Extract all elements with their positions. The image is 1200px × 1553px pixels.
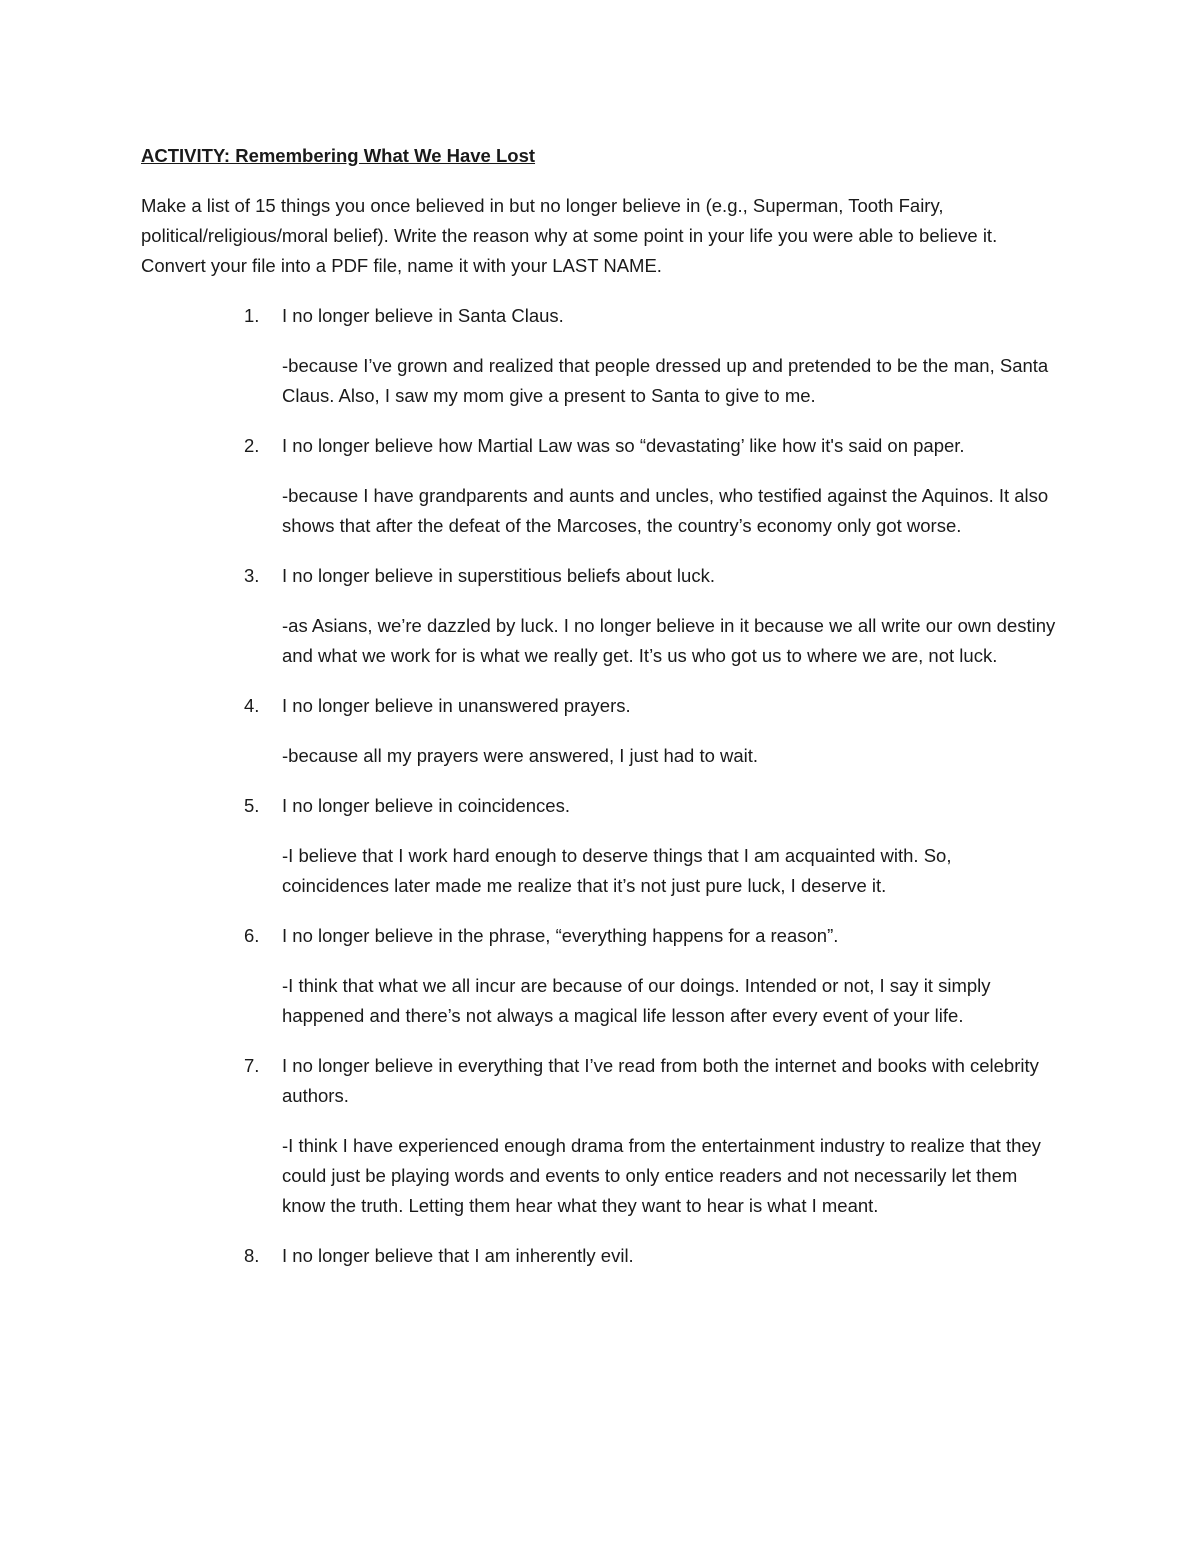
list-item-statement: I no longer believe that I am inherently evil. xyxy=(282,1245,634,1266)
list-item xyxy=(141,561,1061,671)
list-item-number: 5. xyxy=(244,795,260,816)
list-item-number: 6. xyxy=(244,925,260,946)
list-item-statement: I no longer believe in everything that I’ve read from both the internet and books with celebrity authors. xyxy=(282,1055,1039,1106)
list-item-statement: I no longer believe in unanswered prayers. xyxy=(282,695,631,716)
list-item-number: 7. xyxy=(244,1055,260,1076)
list-item-statement: I no longer believe in the phrase, “everything happens for a reason”. xyxy=(282,925,839,946)
list-item-reason: -as Asians, we’re dazzled by luck. I no longer believe in it because we all write our own destiny and what we work for is what we really get. It’s us who got us to where we are, not luck. xyxy=(282,615,1056,666)
list-item-number: 8. xyxy=(244,1245,260,1266)
instructions-paragraph: Make a list of 15 things you once believed in but no longer believe in (e.g., Superman, Tooth Fairy, political/religious/moral belief). Write the reason why at some point in your life you were able to believe it. Convert your file into a PDF file, name it with your LAST NAME. xyxy=(141,195,998,276)
list-item-reason: -I believe that I work hard enough to deserve things that I am acquainted with. So, coincidences later made me realize that it’s not just pure luck, I deserve it. xyxy=(282,845,952,896)
list-item-statement: I no longer believe in coincidences. xyxy=(282,795,570,816)
list-item-reason: -because I’ve grown and realized that people dressed up and pretended to be the man, Santa Claus. Also, I saw my mom give a present to Santa to give to me. xyxy=(282,355,1049,406)
list-item-number: 1. xyxy=(244,305,260,326)
list-item-number: 3. xyxy=(244,565,260,586)
list-item-reason: -I think that what we all incur are because of our doings. Intended or not, I say it simply happened and there’s not always a magical life lesson after every event of your life. xyxy=(282,975,991,1026)
list-item xyxy=(141,691,1061,771)
list-item xyxy=(141,921,1061,1031)
list-item-statement: I no longer believe how Martial Law was so “devastating’ like how it's said on paper. xyxy=(282,435,965,456)
list-item-reason: -I think I have experienced enough drama from the entertainment industry to realize that they could just be playing words and events to only entice readers and not necessarily let them know the truth. Letting them hear what they want to hear is what I meant. xyxy=(282,1135,1041,1216)
belief-list xyxy=(141,301,1061,1271)
list-item xyxy=(141,301,1061,411)
list-item xyxy=(141,791,1061,901)
list-item-statement: I no longer believe in Santa Claus. xyxy=(282,305,564,326)
list-item-number: 2. xyxy=(244,435,260,456)
list-item xyxy=(141,1051,1061,1221)
document-body xyxy=(141,141,1061,1291)
list-item-statement: I no longer believe in superstitious beliefs about luck. xyxy=(282,565,715,586)
list-item xyxy=(141,1241,1061,1271)
list-item xyxy=(141,431,1061,541)
list-item-reason: -because all my prayers were answered, I just had to wait. xyxy=(282,745,759,766)
document-title: ACTIVITY: Remembering What We Have Lost xyxy=(141,145,536,166)
list-item-reason: -because I have grandparents and aunts and uncles, who testified against the Aquinos. It also shows that after the defeat of the Marcoses, the country’s economy only got worse. xyxy=(282,485,1049,536)
list-item-number: 4. xyxy=(244,695,260,716)
